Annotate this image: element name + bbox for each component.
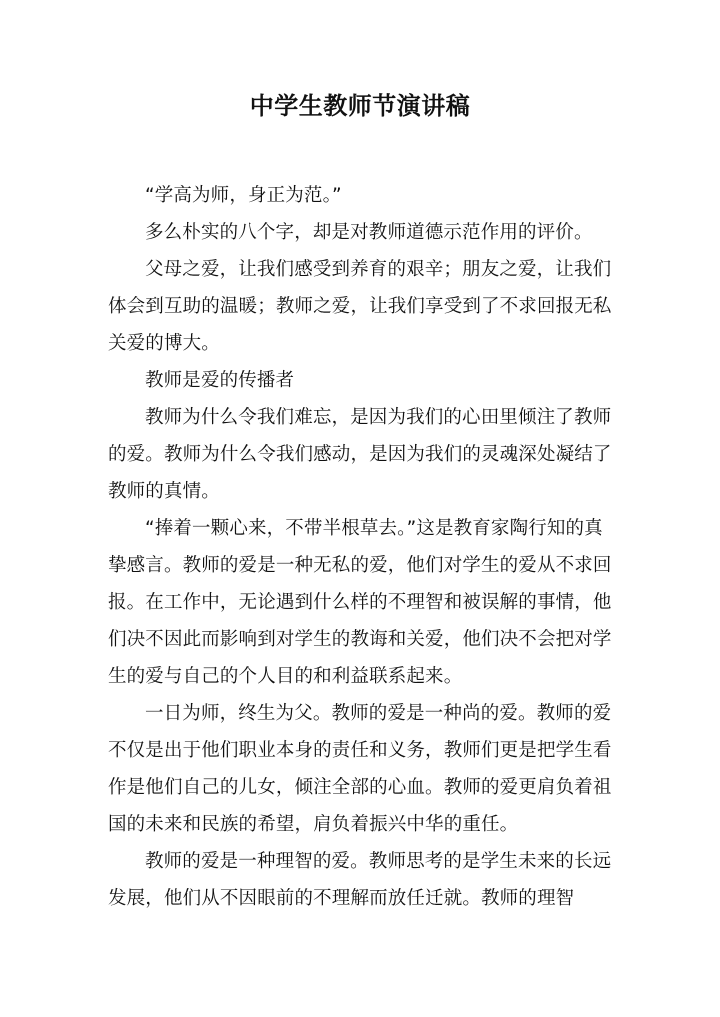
paragraph: 多么朴实的八个字，却是对教师道德示范作用的评价。 [145,222,593,243]
section-heading: 教师是爱的传播者 [145,370,295,391]
document-body [108,177,616,917]
paragraph: “捧着一颗心来，不带半根草去。”这是教育家陶行知的真挚感言。教师的爱是一种无私的爱，他们对学生的爱从不求回报。在工作中，无论遇到什么样的不理智和被误解的事情，他们决不因此而影响到对学生的教诲和关爱，他们决不会把对学生的爱与自己的个人目的和利益联系起来。 [108,518,612,687]
paragraph: 一日为师，终生为父。教师的爱是一种尚的爱。教师的爱不仅是出于他们职业本身的责任和义务，教师们更是把学生看作是他们自己的儿女，倾注全部的心血。教师的爱更肩负着祖国的未来和民族的希望，肩负着振兴中华的重任。 [108,703,612,835]
paragraph: 父母之爱，让我们感受到养育的艰辛；朋友之爱，让我们体会到互助的温暖；教师之爱，让我们享受到了不求回报无私关爱的博大。 [108,259,612,354]
document-title: 中学生教师节演讲稿 [249,92,471,120]
paragraph: 教师为什么令我们难忘，是因为我们的心田里倾注了教师的爱。教师为什么令我们感动，是因为我们的灵魂深处凝结了教师的真情。 [108,407,612,502]
paragraph: “学高为师，身正为范。” [145,185,342,206]
paragraph: 教师的爱是一种理智的爱。教师思考的是学生未来的长远发展，他们从不因眼前的不理解而放任迁就。教师的理智 [108,851,612,909]
